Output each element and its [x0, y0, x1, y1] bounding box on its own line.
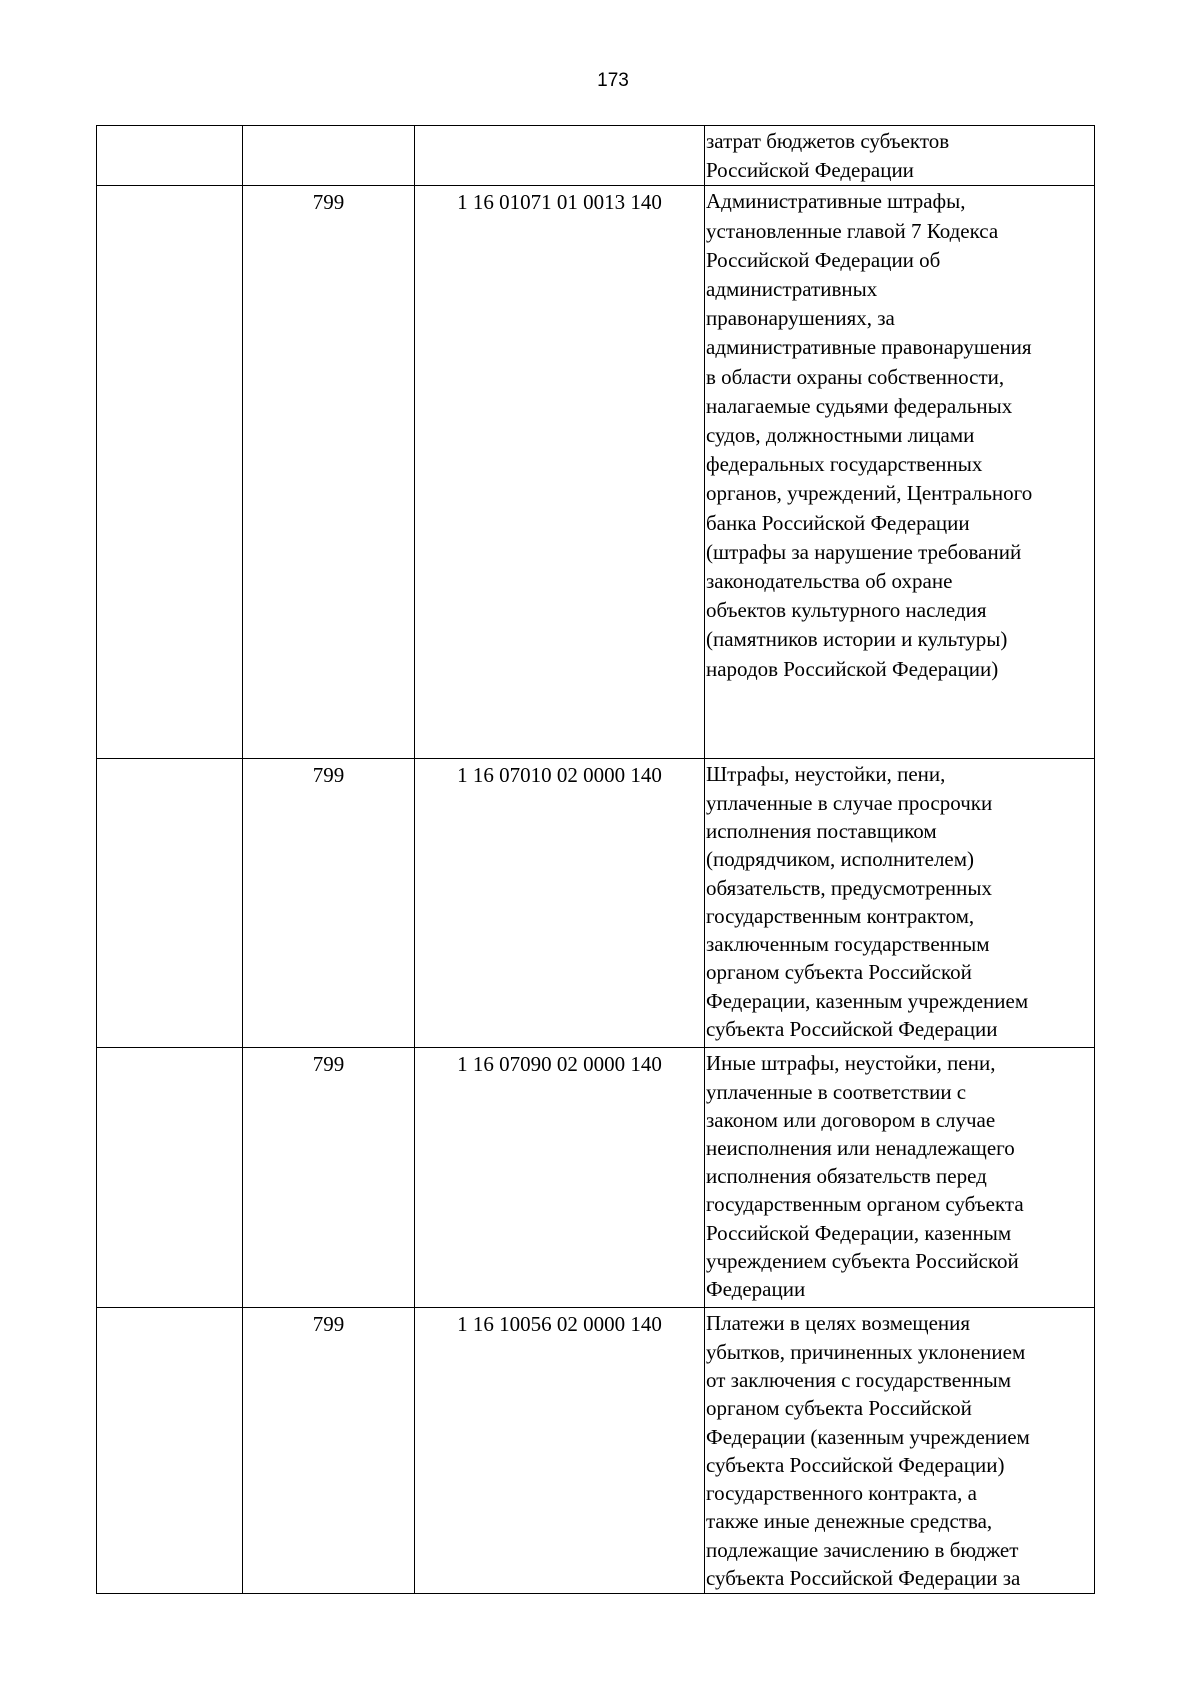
table-row — [97, 759, 1095, 1048]
description-cell: Штрафы, неустойки, пени, уплаченные в случае просрочки исполнения поставщиком (подрядчиком, исполнителем) обязательств, предусмотренных государственным контрактом, заключенным государственным органом субъекта Российской Федерации, казенным учреждением субъекта Российской Федерации — [705, 759, 1095, 1048]
income-code-cell: 1 16 01071 01 0013 140 — [415, 186, 705, 759]
income-code-cell — [415, 126, 705, 186]
table-row — [97, 186, 1095, 759]
income-code-cell: 1 16 07090 02 0000 140 — [415, 1048, 705, 1308]
page-number: 173 — [597, 70, 629, 91]
table-row — [97, 1308, 1095, 1594]
blank-cell — [97, 186, 243, 759]
admin-code-cell: 799 — [243, 186, 415, 759]
income-code-cell: 1 16 10056 02 0000 140 — [415, 1308, 705, 1594]
blank-cell — [97, 1308, 243, 1594]
blank-cell — [97, 1048, 243, 1308]
table-row — [97, 1048, 1095, 1308]
blank-cell — [97, 759, 243, 1048]
description-cell: Иные штрафы, неустойки, пени, уплаченные в соответствии с законом или договором в случае неисполнения или ненадлежащего исполнения обязательств перед государственным органом субъекта Российской Федерации, казенным учреждением субъекта Российской Федерации — [705, 1048, 1095, 1308]
table-row — [97, 126, 1095, 186]
blank-cell — [97, 126, 243, 186]
description-cell: Платежи в целях возмещения убытков, причиненных уклонением от заключения с государственным органом субъекта Российской Федерации (казенным учреждением субъекта Российской Федерации) государственного контракта, а также иные денежные средства, подлежащие зачислению в бюджет субъекта Российской Федерации за — [705, 1308, 1095, 1594]
admin-code-cell: 799 — [243, 759, 415, 1048]
description-cell: Административные штрафы, установленные главой 7 Кодекса Российской Федерации об административных правонарушениях, за административные правонарушения в области охраны собственности, налагаемые судьями федеральных судов, должностными лицами федеральных государственных органов, учреждений, Центрального банка Российской Федерации (штрафы за нарушение требований законодательства об охране объектов культурного наследия (памятников истории и культуры) народов Российской Федерации) — [705, 186, 1095, 759]
admin-code-cell: 799 — [243, 1308, 415, 1594]
income-code-cell: 1 16 07010 02 0000 140 — [415, 759, 705, 1048]
admin-code-cell — [243, 126, 415, 186]
description-cell: затрат бюджетов субъектов Российской Федерации — [705, 126, 1095, 186]
admin-code-cell: 799 — [243, 1048, 415, 1308]
budget-codes-table — [96, 125, 1095, 1594]
